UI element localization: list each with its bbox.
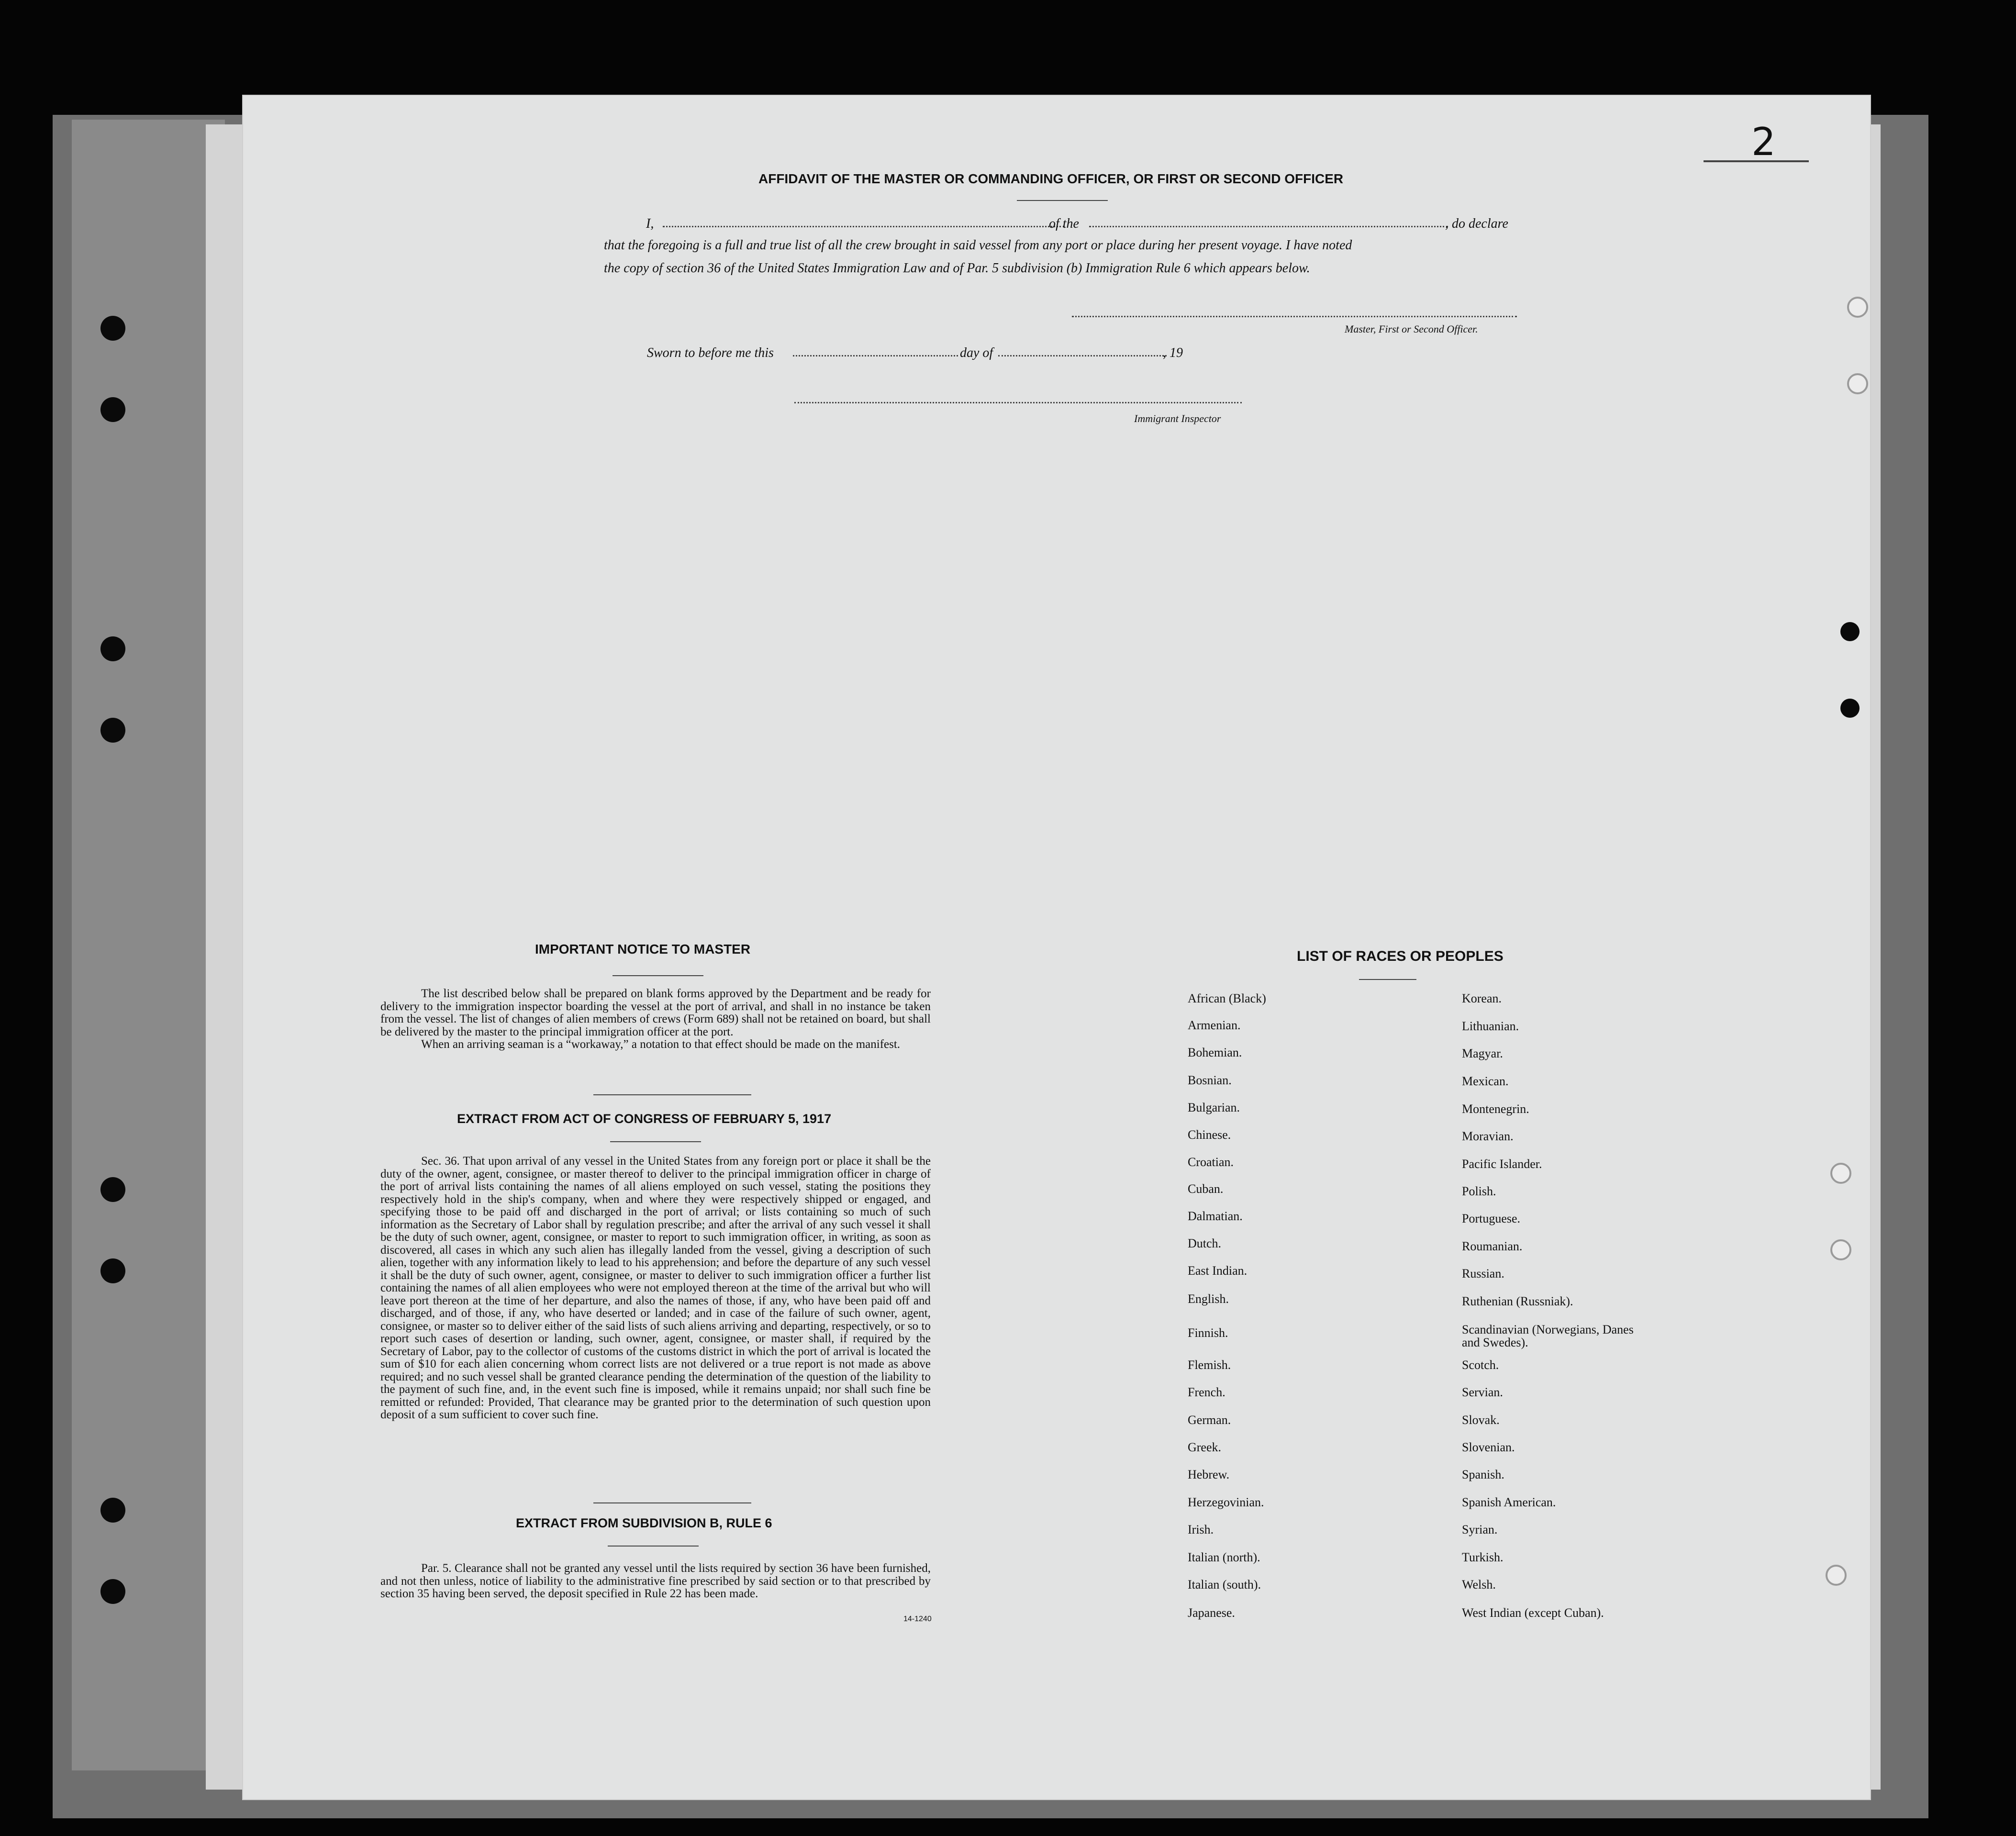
punch-hole bbox=[1830, 1239, 1851, 1260]
binder-strip bbox=[72, 120, 225, 1770]
race-item: Portuguese. bbox=[1462, 1212, 1521, 1225]
name-line bbox=[663, 226, 1065, 227]
punch-hole bbox=[1847, 297, 1868, 318]
race-item: East Indian. bbox=[1188, 1264, 1247, 1278]
punch-hole bbox=[1840, 622, 1860, 641]
race-item: Pacific Islander. bbox=[1462, 1157, 1542, 1171]
race-item: English. bbox=[1188, 1292, 1229, 1306]
race-item: West Indian (except Cuban). bbox=[1462, 1606, 1604, 1620]
inspector-caption: Immigrant Inspector bbox=[1134, 412, 1221, 424]
page-number-rule bbox=[1704, 160, 1809, 162]
race-item: Herzegovinian. bbox=[1188, 1495, 1264, 1509]
binder-hole bbox=[100, 397, 125, 422]
binder-hole bbox=[100, 1177, 125, 1202]
notice-paragraph-1: The list described below shall be prepared on blank forms approved by the Department and be ready for delivery to the immigration inspector boarding the vessel at the port of arrival, and shall in no instance be taken from the vessel. The list of changes of alien members of crews (Form 689) shall not be retained on board, but shall be delivered by the master to the principal immigration officer at the port. bbox=[380, 987, 931, 1038]
punch-hole bbox=[1840, 699, 1860, 718]
punch-hole bbox=[1830, 1163, 1851, 1184]
race-item: Russian. bbox=[1462, 1267, 1504, 1280]
race-item: Magyar. bbox=[1462, 1046, 1503, 1060]
binder-hole bbox=[100, 1579, 125, 1604]
day-of-label: day of bbox=[960, 345, 993, 360]
punch-hole bbox=[1826, 1565, 1847, 1586]
extract-rule-title: EXTRACT FROM SUBDIVISION B, RULE 6 bbox=[516, 1516, 772, 1530]
binder-hole bbox=[100, 1258, 125, 1283]
extract-act-title: EXTRACT FROM ACT OF CONGRESS OF FEBRUARY 5, 1917 bbox=[457, 1112, 832, 1126]
race-item: Polish. bbox=[1462, 1184, 1496, 1198]
race-item: Korean. bbox=[1462, 991, 1502, 1005]
vessel-line bbox=[1089, 226, 1448, 227]
race-item: Turkish. bbox=[1462, 1550, 1504, 1564]
race-item: African (Black) bbox=[1188, 991, 1266, 1005]
affidavit-title: AFFIDAVIT OF THE MASTER OR COMMANDING OFFICER, OR FIRST OR SECOND OFFICER bbox=[758, 171, 1344, 186]
race-item: French. bbox=[1188, 1385, 1225, 1399]
race-item: Italian (north). bbox=[1188, 1550, 1260, 1564]
race-item: Scandinavian (Norwegians, Danes and Swedes). bbox=[1462, 1323, 1634, 1349]
race-item: Irish. bbox=[1188, 1523, 1214, 1536]
signature-caption: Master, First or Second Officer. bbox=[1345, 323, 1478, 335]
section-rule-2 bbox=[593, 1502, 751, 1503]
race-item: Mexican. bbox=[1462, 1074, 1509, 1088]
race-item: Bohemian. bbox=[1188, 1046, 1242, 1059]
race-item: Syrian. bbox=[1462, 1523, 1498, 1536]
race-item: Slovak. bbox=[1462, 1413, 1500, 1427]
sworn-day-line bbox=[793, 355, 958, 356]
race-item: Dutch. bbox=[1188, 1236, 1222, 1250]
race-item: Chinese. bbox=[1188, 1128, 1231, 1142]
race-item: Armenian. bbox=[1188, 1018, 1241, 1032]
form-number: 14-1240 bbox=[903, 1615, 932, 1623]
race-item: Spanish American. bbox=[1462, 1495, 1556, 1509]
race-item: Bulgarian. bbox=[1188, 1101, 1240, 1114]
i-label: I, bbox=[646, 216, 654, 231]
race-item: Servian. bbox=[1462, 1385, 1503, 1399]
sec-label: Sec. 36. bbox=[421, 1155, 460, 1168]
extract-rule-text: Par. 5. Clearance shall not be granted any vessel until the lists required by section 36 have been furnished, and not then unless, notice of liability to the administrative fine prescribed by said section or to that prescribed by section 35 having been served, the deposit specified in Rule 22 has been made. bbox=[380, 1562, 931, 1600]
form-page bbox=[243, 96, 1870, 1799]
notice-title: IMPORTANT NOTICE TO MASTER bbox=[535, 942, 751, 957]
extract-act-text bbox=[380, 1155, 931, 1422]
race-item: Welsh. bbox=[1462, 1578, 1496, 1591]
year-label: , 19 bbox=[1163, 345, 1183, 360]
race-item: Bosnian. bbox=[1188, 1073, 1232, 1087]
race-item: Finnish. bbox=[1188, 1326, 1228, 1340]
affidavit-line-2: that the foregoing is a full and true list of all the crew brought in said vessel from any port or place during her present voyage. I have noted bbox=[604, 238, 1352, 253]
race-item: Ruthenian (Russniak). bbox=[1462, 1294, 1573, 1308]
race-item: Spanish. bbox=[1462, 1468, 1504, 1481]
race-item: Montenegrin. bbox=[1462, 1102, 1529, 1116]
of-the-label: of the bbox=[1049, 216, 1079, 231]
races-rule bbox=[1359, 979, 1416, 980]
notice-paragraph-2: When an arriving seaman is a “workaway,” a notation to that effect should be made on the manifest. bbox=[421, 1038, 901, 1051]
race-item: Greek. bbox=[1188, 1440, 1222, 1454]
extract-act-rule bbox=[610, 1141, 701, 1142]
race-item: Flemish. bbox=[1188, 1358, 1231, 1372]
binder-hole bbox=[100, 316, 125, 341]
signature-line bbox=[1072, 316, 1517, 317]
extract-rule-rule bbox=[608, 1546, 699, 1547]
punch-hole bbox=[1847, 373, 1868, 394]
binder-hole bbox=[100, 636, 125, 661]
affidavit-line-3: the copy of section 36 of the United States Immigration Law and of Par. 5 subdivision (b) Immigration Rule 6 which appears below. bbox=[604, 261, 1310, 276]
race-item: Croatian. bbox=[1188, 1155, 1234, 1169]
race-item: Japanese. bbox=[1188, 1606, 1235, 1620]
race-item: Italian (south). bbox=[1188, 1578, 1261, 1591]
race-item: Lithuanian. bbox=[1462, 1019, 1519, 1033]
race-item: Slovenian. bbox=[1462, 1440, 1515, 1454]
race-item: German. bbox=[1188, 1413, 1231, 1427]
race-item: Dalmatian. bbox=[1188, 1209, 1243, 1223]
sec-36-text: That upon arrival of any vessel in the United States from any foreign port or place it shall be the duty of the owner, agent, consignee, or master thereof to deliver to the principal immigration officer in charge of the port of arrival lists containing the names of all aliens employed on such vessel, stating the positions they respectively hold in the ship's company, when and where they were respectively shipped or engaged, and specifying those to be paid off and discharged in the port of arrival; or lists containing so much of such information as the Secretary of Labor shall by regulation prescribe; and after the arrival of any such vessel it shall be the duty of such owner, agent, consignee, or master to report to such immigration officer, in writing, as soon as discovered, all cases in which any such alien has illegally landed from the vessel, giving a description of such alien, together with any information likely to lead to his apprehension; and before the departure of any such vessel it shall be the duty of such owner, agent, consignee, or master to deliver to such immigration officer a further list containing the names of all alien employees who were not employed thereon at the time of the arrival but who will leave port thereon at the time of her departure, and also the names of those, if any, who have been paid off and discharged, and of those, if any, who have deserted or landed; and in case of the failure of such owner, agent, consignee, or master so to deliver either of the said lists of such aliens arriving and departing, respectively, or so to report such cases of desertion or landing, such owner, agent, consignee, or master shall, if required by the Secretary of Labor, pay to the collector of customs of the customs district in which the port of arrival is located the sum of $10 for each alien concerning whom correct lists are not delivered or a true report is not made as above required; and no such vessel shall be granted clearance pending the determination of the question of the liability to the payment of such fine, and, in the event such fine is imposed, while it remains unpaid; nor shall such fine be remitted or refunded: Provided, That clearance may be granted prior to the determination of such question upon deposit of a sum sufficient to cover such fine. bbox=[380, 1155, 931, 1421]
races-title: LIST OF RACES OR PEOPLES bbox=[1297, 948, 1504, 964]
title-rule bbox=[1017, 200, 1108, 201]
sworn-month-line bbox=[998, 355, 1167, 356]
sworn-label: Sworn to before me this bbox=[647, 345, 774, 360]
race-item: Roumanian. bbox=[1462, 1239, 1523, 1253]
section-rule bbox=[593, 1094, 751, 1095]
race-item: Moravian. bbox=[1462, 1129, 1514, 1143]
binder-hole bbox=[100, 718, 125, 743]
inspector-line bbox=[794, 402, 1242, 403]
race-item: Scotch. bbox=[1462, 1358, 1499, 1372]
notice-text bbox=[380, 988, 931, 1051]
binder-hole bbox=[100, 1498, 125, 1523]
notice-rule bbox=[613, 975, 703, 976]
page-number: 2 bbox=[1751, 120, 1776, 164]
do-declare-label: , do declare bbox=[1445, 216, 1508, 231]
race-item: Hebrew. bbox=[1188, 1468, 1230, 1481]
race-item: Cuban. bbox=[1188, 1182, 1224, 1196]
